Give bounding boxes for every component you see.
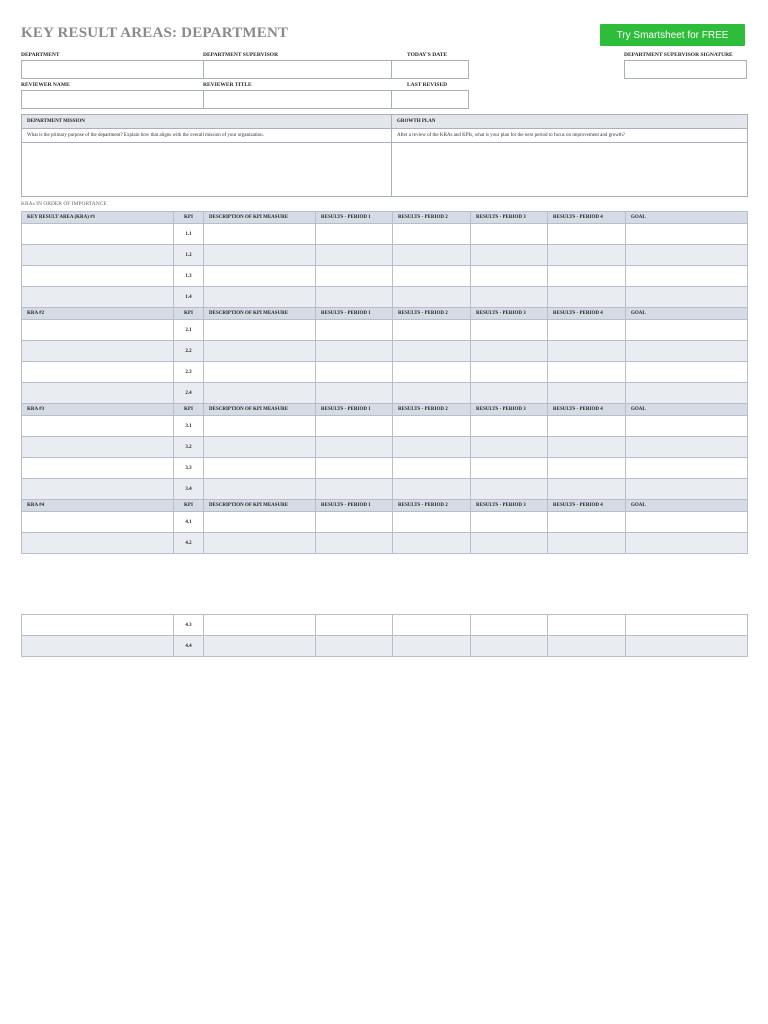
p4-cell[interactable] [548,533,626,554]
p4-cell[interactable] [548,458,626,479]
column-header-goal: GOAL [626,212,748,224]
p1-cell[interactable] [316,362,393,383]
column-header-description: DESCRIPTION OF KPI MEASURE [204,404,316,416]
mission-header: DEPARTMENT MISSION [22,115,392,129]
description-cell[interactable] [204,636,316,657]
p1-cell[interactable] [316,615,393,636]
kpi-number: 4.1 [174,512,204,533]
column-header-p1: RESULTS - PERIOD 1 [316,308,393,320]
goal-cell[interactable] [626,512,748,533]
goal-cell[interactable] [626,362,748,383]
p1-cell[interactable] [316,266,393,287]
kpi-number: 3.2 [174,437,204,458]
kra-name-cell[interactable] [22,512,174,533]
p2-cell[interactable] [393,266,471,287]
p2-cell[interactable] [393,383,471,404]
kpi-number: 2.2 [174,341,204,362]
todays-date-field[interactable] [391,60,469,79]
column-header-p2: RESULTS - PERIOD 2 [393,500,471,512]
column-header-description: DESCRIPTION OF KPI MEASURE [204,212,316,224]
kpi-column-header: KPI [174,500,204,512]
kpi-row [22,383,748,404]
kra-name-cell[interactable] [22,362,174,383]
column-header-p1: RESULTS - PERIOD 1 [316,500,393,512]
kpi-column-header: KPI [174,308,204,320]
p1-cell[interactable] [316,320,393,341]
column-header-p4: RESULTS - PERIOD 4 [548,500,626,512]
p2-cell[interactable] [393,533,471,554]
goal-cell[interactable] [626,479,748,500]
growth-prompt: After a review of the KRAs and KPIs, what is your plan for the next period to focus on improvement and growth? [392,129,748,143]
p4-cell[interactable] [548,479,626,500]
p3-cell[interactable] [471,636,548,657]
goal-cell[interactable] [626,458,748,479]
kra-header-label: KRA #4 [22,500,174,512]
description-cell[interactable] [204,615,316,636]
p3-cell[interactable] [471,341,548,362]
growth-input[interactable] [392,143,748,197]
p4-cell[interactable] [548,341,626,362]
description-cell[interactable] [204,362,316,383]
p1-cell[interactable] [316,245,393,266]
kpi-row [22,636,748,657]
p1-cell[interactable] [316,341,393,362]
kra-header-row [22,500,748,512]
supervisor-signature-field[interactable] [624,60,747,79]
description-cell[interactable] [204,533,316,554]
goal-cell[interactable] [626,245,748,266]
description-cell[interactable] [204,512,316,533]
p4-cell[interactable] [548,615,626,636]
description-cell[interactable] [204,245,316,266]
kras-section-label: KRAs IN ORDER OF IMPORTANCE [21,201,107,207]
p2-cell[interactable] [393,458,471,479]
p3-cell[interactable] [471,615,548,636]
description-cell[interactable] [204,383,316,404]
goal-cell[interactable] [626,533,748,554]
try-smartsheet-button[interactable]: Try Smartsheet for FREE [600,24,745,46]
column-header-p3: RESULTS - PERIOD 3 [471,404,548,416]
goal-cell[interactable] [626,320,748,341]
kra-overflow-table [21,614,748,657]
p2-cell[interactable] [393,320,471,341]
kra-header-row [22,308,748,320]
reviewer-title-label: REVIEWER TITLE [203,82,252,88]
description-cell[interactable] [204,341,316,362]
column-header-goal: GOAL [626,500,748,512]
growth-header: GROWTH PLAN [392,115,748,129]
kpi-number: 3.1 [174,416,204,437]
department-field[interactable] [21,60,204,79]
kra-name-cell[interactable] [22,287,174,308]
kpi-row [22,479,748,500]
p1-cell[interactable] [316,224,393,245]
description-cell[interactable] [204,287,316,308]
p3-cell[interactable] [471,224,548,245]
p3-cell[interactable] [471,287,548,308]
goal-cell[interactable] [626,287,748,308]
kra-name-cell[interactable] [22,437,174,458]
p2-cell[interactable] [393,615,471,636]
p1-cell[interactable] [316,458,393,479]
department-supervisor-label: DEPARTMENT SUPERVISOR [203,52,279,58]
p3-cell[interactable] [471,362,548,383]
p1-cell[interactable] [316,416,393,437]
p2-cell[interactable] [393,437,471,458]
kra-name-cell[interactable] [22,479,174,500]
department-label: DEPARTMENT [21,52,60,58]
description-cell[interactable] [204,437,316,458]
column-header-p3: RESULTS - PERIOD 3 [471,308,548,320]
p4-cell[interactable] [548,224,626,245]
p4-cell[interactable] [548,437,626,458]
p3-cell[interactable] [471,416,548,437]
kra-header-label: KRA #3 [22,404,174,416]
goal-cell[interactable] [626,266,748,287]
kpi-row [22,341,748,362]
description-cell[interactable] [204,266,316,287]
kra-name-cell[interactable] [22,320,174,341]
kpi-number: 1.2 [174,245,204,266]
reviewer-title-field[interactable] [203,90,392,109]
p3-cell[interactable] [471,479,548,500]
p3-cell[interactable] [471,437,548,458]
column-header-p2: RESULTS - PERIOD 2 [393,308,471,320]
p2-cell[interactable] [393,245,471,266]
column-header-description: DESCRIPTION OF KPI MEASURE [204,308,316,320]
kpi-number: 4.3 [174,615,204,636]
column-header-p3: RESULTS - PERIOD 3 [471,212,548,224]
kpi-number: 2.3 [174,362,204,383]
column-header-goal: GOAL [626,404,748,416]
p3-cell[interactable] [471,458,548,479]
p4-cell[interactable] [548,245,626,266]
p2-cell[interactable] [393,479,471,500]
kpi-number: 2.1 [174,320,204,341]
goal-cell[interactable] [626,636,748,657]
mission-growth-table [21,114,748,197]
p4-cell[interactable] [548,362,626,383]
goal-cell[interactable] [626,224,748,245]
kra-header-row [22,212,748,224]
kra-name-cell[interactable] [22,341,174,362]
column-header-p4: RESULTS - PERIOD 4 [548,308,626,320]
p3-cell[interactable] [471,245,548,266]
column-header-p1: RESULTS - PERIOD 1 [316,404,393,416]
kpi-number: 1.1 [174,224,204,245]
description-cell[interactable] [204,479,316,500]
column-header-p2: RESULTS - PERIOD 2 [393,212,471,224]
p4-cell[interactable] [548,512,626,533]
supervisor-signature-label: DEPARTMENT SUPERVISOR SIGNATURE [624,52,733,58]
kpi-row [22,362,748,383]
description-cell[interactable] [204,458,316,479]
kra-name-cell[interactable] [22,245,174,266]
p2-cell[interactable] [393,512,471,533]
mission-prompt: What is the primary purpose of the department? Explain how that aligns with the overall mission of your organization. [22,129,392,143]
p2-cell[interactable] [393,287,471,308]
kra-header-row [22,404,748,416]
department-supervisor-field[interactable] [203,60,392,79]
kpi-row [22,458,748,479]
kra-name-cell[interactable] [22,636,174,657]
p3-cell[interactable] [471,383,548,404]
goal-cell[interactable] [626,341,748,362]
kpi-number: 1.3 [174,266,204,287]
column-header-p1: RESULTS - PERIOD 1 [316,212,393,224]
column-header-goal: GOAL [626,308,748,320]
last-revised-field[interactable] [391,90,469,109]
kpi-number: 3.4 [174,479,204,500]
goal-cell[interactable] [626,383,748,404]
p2-cell[interactable] [393,636,471,657]
column-header-p4: RESULTS - PERIOD 4 [548,404,626,416]
mission-input[interactable] [22,143,392,197]
p2-cell[interactable] [393,224,471,245]
kra-header-label: KEY RESULT AREA (KRA) #1 [22,212,174,224]
column-header-p3: RESULTS - PERIOD 3 [471,500,548,512]
goal-cell[interactable] [626,437,748,458]
p1-cell[interactable] [316,533,393,554]
column-header-p4: RESULTS - PERIOD 4 [548,212,626,224]
reviewer-name-label: REVIEWER NAME [21,82,70,88]
p1-cell[interactable] [316,383,393,404]
kpi-row [22,224,748,245]
todays-date-label: TODAY'S DATE [407,52,448,58]
kpi-column-header: KPI [174,404,204,416]
kpi-number: 4.4 [174,636,204,657]
kpi-row [22,533,748,554]
kra-name-cell[interactable] [22,458,174,479]
p3-cell[interactable] [471,533,548,554]
kra-header-label: KRA #2 [22,308,174,320]
column-header-description: DESCRIPTION OF KPI MEASURE [204,500,316,512]
p1-cell[interactable] [316,636,393,657]
kra-name-cell[interactable] [22,224,174,245]
p4-cell[interactable] [548,383,626,404]
kpi-row [22,287,748,308]
kpi-number: 4.2 [174,533,204,554]
p1-cell[interactable] [316,512,393,533]
kra-name-cell[interactable] [22,383,174,404]
goal-cell[interactable] [626,416,748,437]
p1-cell[interactable] [316,479,393,500]
kpi-row [22,416,748,437]
kpi-number: 3.3 [174,458,204,479]
p3-cell[interactable] [471,320,548,341]
p1-cell[interactable] [316,287,393,308]
p3-cell[interactable] [471,512,548,533]
p4-cell[interactable] [548,416,626,437]
p4-cell[interactable] [548,320,626,341]
kra-name-cell[interactable] [22,416,174,437]
description-cell[interactable] [204,224,316,245]
kpi-number: 2.4 [174,383,204,404]
description-cell[interactable] [204,320,316,341]
kpi-row [22,266,748,287]
p1-cell[interactable] [316,437,393,458]
p3-cell[interactable] [471,266,548,287]
kpi-number: 1.4 [174,287,204,308]
kra-name-cell[interactable] [22,266,174,287]
kpi-row [22,320,748,341]
kpi-column-header: KPI [174,212,204,224]
last-revised-label: LAST REVISED [407,82,448,88]
p4-cell[interactable] [548,636,626,657]
column-header-p2: RESULTS - PERIOD 2 [393,404,471,416]
reviewer-name-field[interactable] [21,90,204,109]
kpi-row [22,615,748,636]
kra-table [21,211,748,554]
kpi-row [22,245,748,266]
page-title: KEY RESULT AREAS: DEPARTMENT [21,25,289,41]
kra-name-cell[interactable] [22,533,174,554]
p2-cell[interactable] [393,362,471,383]
kra-name-cell[interactable] [22,615,174,636]
description-cell[interactable] [204,416,316,437]
p4-cell[interactable] [548,287,626,308]
kpi-row [22,437,748,458]
kpi-row [22,512,748,533]
p4-cell[interactable] [548,266,626,287]
goal-cell[interactable] [626,615,748,636]
p2-cell[interactable] [393,341,471,362]
p2-cell[interactable] [393,416,471,437]
